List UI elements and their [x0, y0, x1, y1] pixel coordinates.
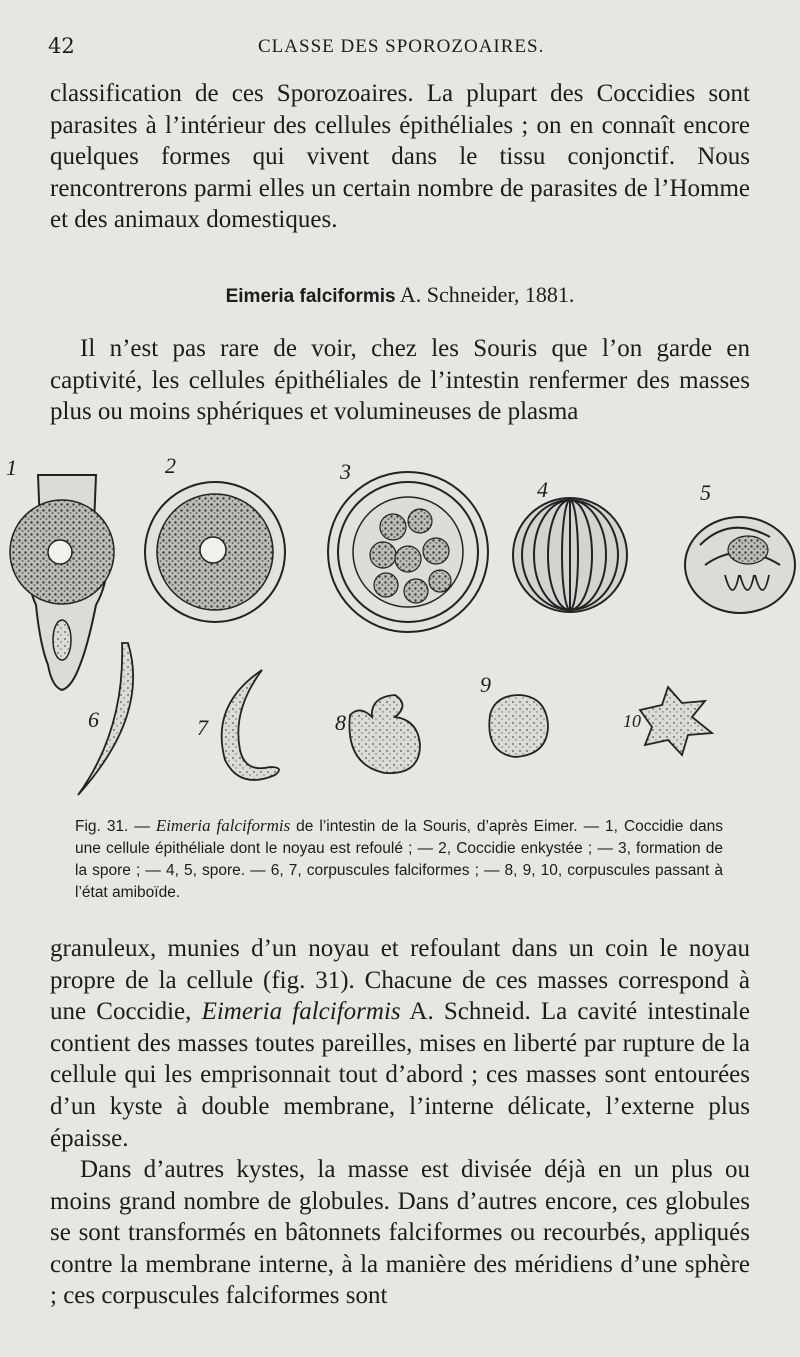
fig-item-2 — [145, 482, 285, 622]
paragraph-3-species: Eimeria falciformis — [201, 998, 401, 1026]
caption-text: de l’intestin de la Souris, d’après Eimer. — 1, Coccidie dans une cellule épithéliale dont le noyau est refoulé ; — 2, Coccidie enkystée ; — 3, formation de la spore ; — 4, 5, spore. — 6, 7, corpuscules falciformes ; — 8, 9, 10, corpuscules passant à l’état amiboïde. — [75, 818, 723, 901]
page-header — [48, 34, 748, 64]
paragraph-1 — [50, 78, 750, 236]
fig-label-5: 5 — [700, 480, 711, 505]
fig-label-9: 9 — [480, 672, 491, 697]
paragraph-3 — [50, 933, 750, 1154]
fig-label-1: 1 — [6, 455, 17, 480]
fig-label-6: 6 — [88, 707, 99, 732]
fig-label-4: 4 — [537, 477, 548, 502]
fig-label-7: 7 — [197, 715, 208, 740]
fig-label-8: 8 — [335, 710, 346, 735]
paragraph-1-text: classification de ces Sporozoaires. La plupart des Coccidies sont parasites à l’intérieur des cellules épithéliales ; on en connaît encore quelques formes qui vivent dans le tissu conjonctif. Nous rencontrerons parmi elles un certain nombre de parasites de l’Homme et des animaux domestiques. — [50, 80, 750, 234]
species-heading — [50, 282, 750, 308]
page-number: 42 — [48, 34, 75, 58]
species-heading-author: A. Schneider, 1881. — [395, 282, 575, 307]
fig-item-6 — [78, 643, 133, 795]
fig-label-3: 3 — [340, 459, 351, 484]
fig-item-5 — [685, 517, 795, 613]
paragraph-2-text: Il n’est pas rare de voir, chez les Souris que l’on garde en captivité, les cellules épithéliales de l’intestin renfermer des masses plus ou moins sphériques et volumineuses de plasma — [50, 335, 750, 426]
paragraph-4 — [50, 1154, 750, 1312]
fig-item-3 — [328, 472, 488, 632]
fig-label-10: 10 — [623, 711, 641, 731]
species-heading-name: Eimeria falciformis — [225, 286, 396, 307]
fig-label-2: 2 — [165, 455, 176, 478]
fig-item-4 — [513, 498, 627, 612]
paragraph-3-part2: A. Schneid. La cavité intestinale contient des masses toutes pareilles, mises en liberté par rupture de la cellule qui les emprisonnait tout d’abord ; ces masses sont entourées d’un kyste à double membrane, l’interne délicate, l’externe plus épaisse. — [50, 998, 751, 1152]
fig-item-9 — [489, 695, 548, 757]
figure-31-illustration — [0, 455, 800, 815]
figure-31 — [0, 455, 800, 815]
fig-item-10 — [640, 687, 712, 755]
fig-item-8 — [349, 695, 420, 773]
paragraph-2 — [50, 333, 750, 428]
paragraph-4-text: Dans d’autres kystes, la masse est divisée déjà en un plus ou moins grand nombre de globules. Dans d’autres encore, ces globules se sont transformés en bâtonnets falciformes ou recourbés, appliqués contre la membrane interne, à la manière des méridiens d’une sphère ; ces corpuscules falciformes sont — [50, 1156, 750, 1310]
caption-species: Eimeria falciformis — [155, 816, 291, 835]
caption-fig-label: Fig. 31. — — [75, 818, 156, 835]
paragraph-3-part1: granuleux, munies d’un noyau et refoulant dans un coin le noyau propre de la cellule (fig. 31). Chacune de ces masses correspond à une Coccidie, — [50, 935, 750, 1026]
fig-item-1 — [10, 475, 114, 690]
running-head: CLASSE DES SPOROZOAIRES. — [258, 36, 545, 57]
fig-item-7 — [222, 670, 279, 780]
paragraph-3-text — [50, 933, 750, 1154]
figure-caption — [75, 815, 723, 904]
